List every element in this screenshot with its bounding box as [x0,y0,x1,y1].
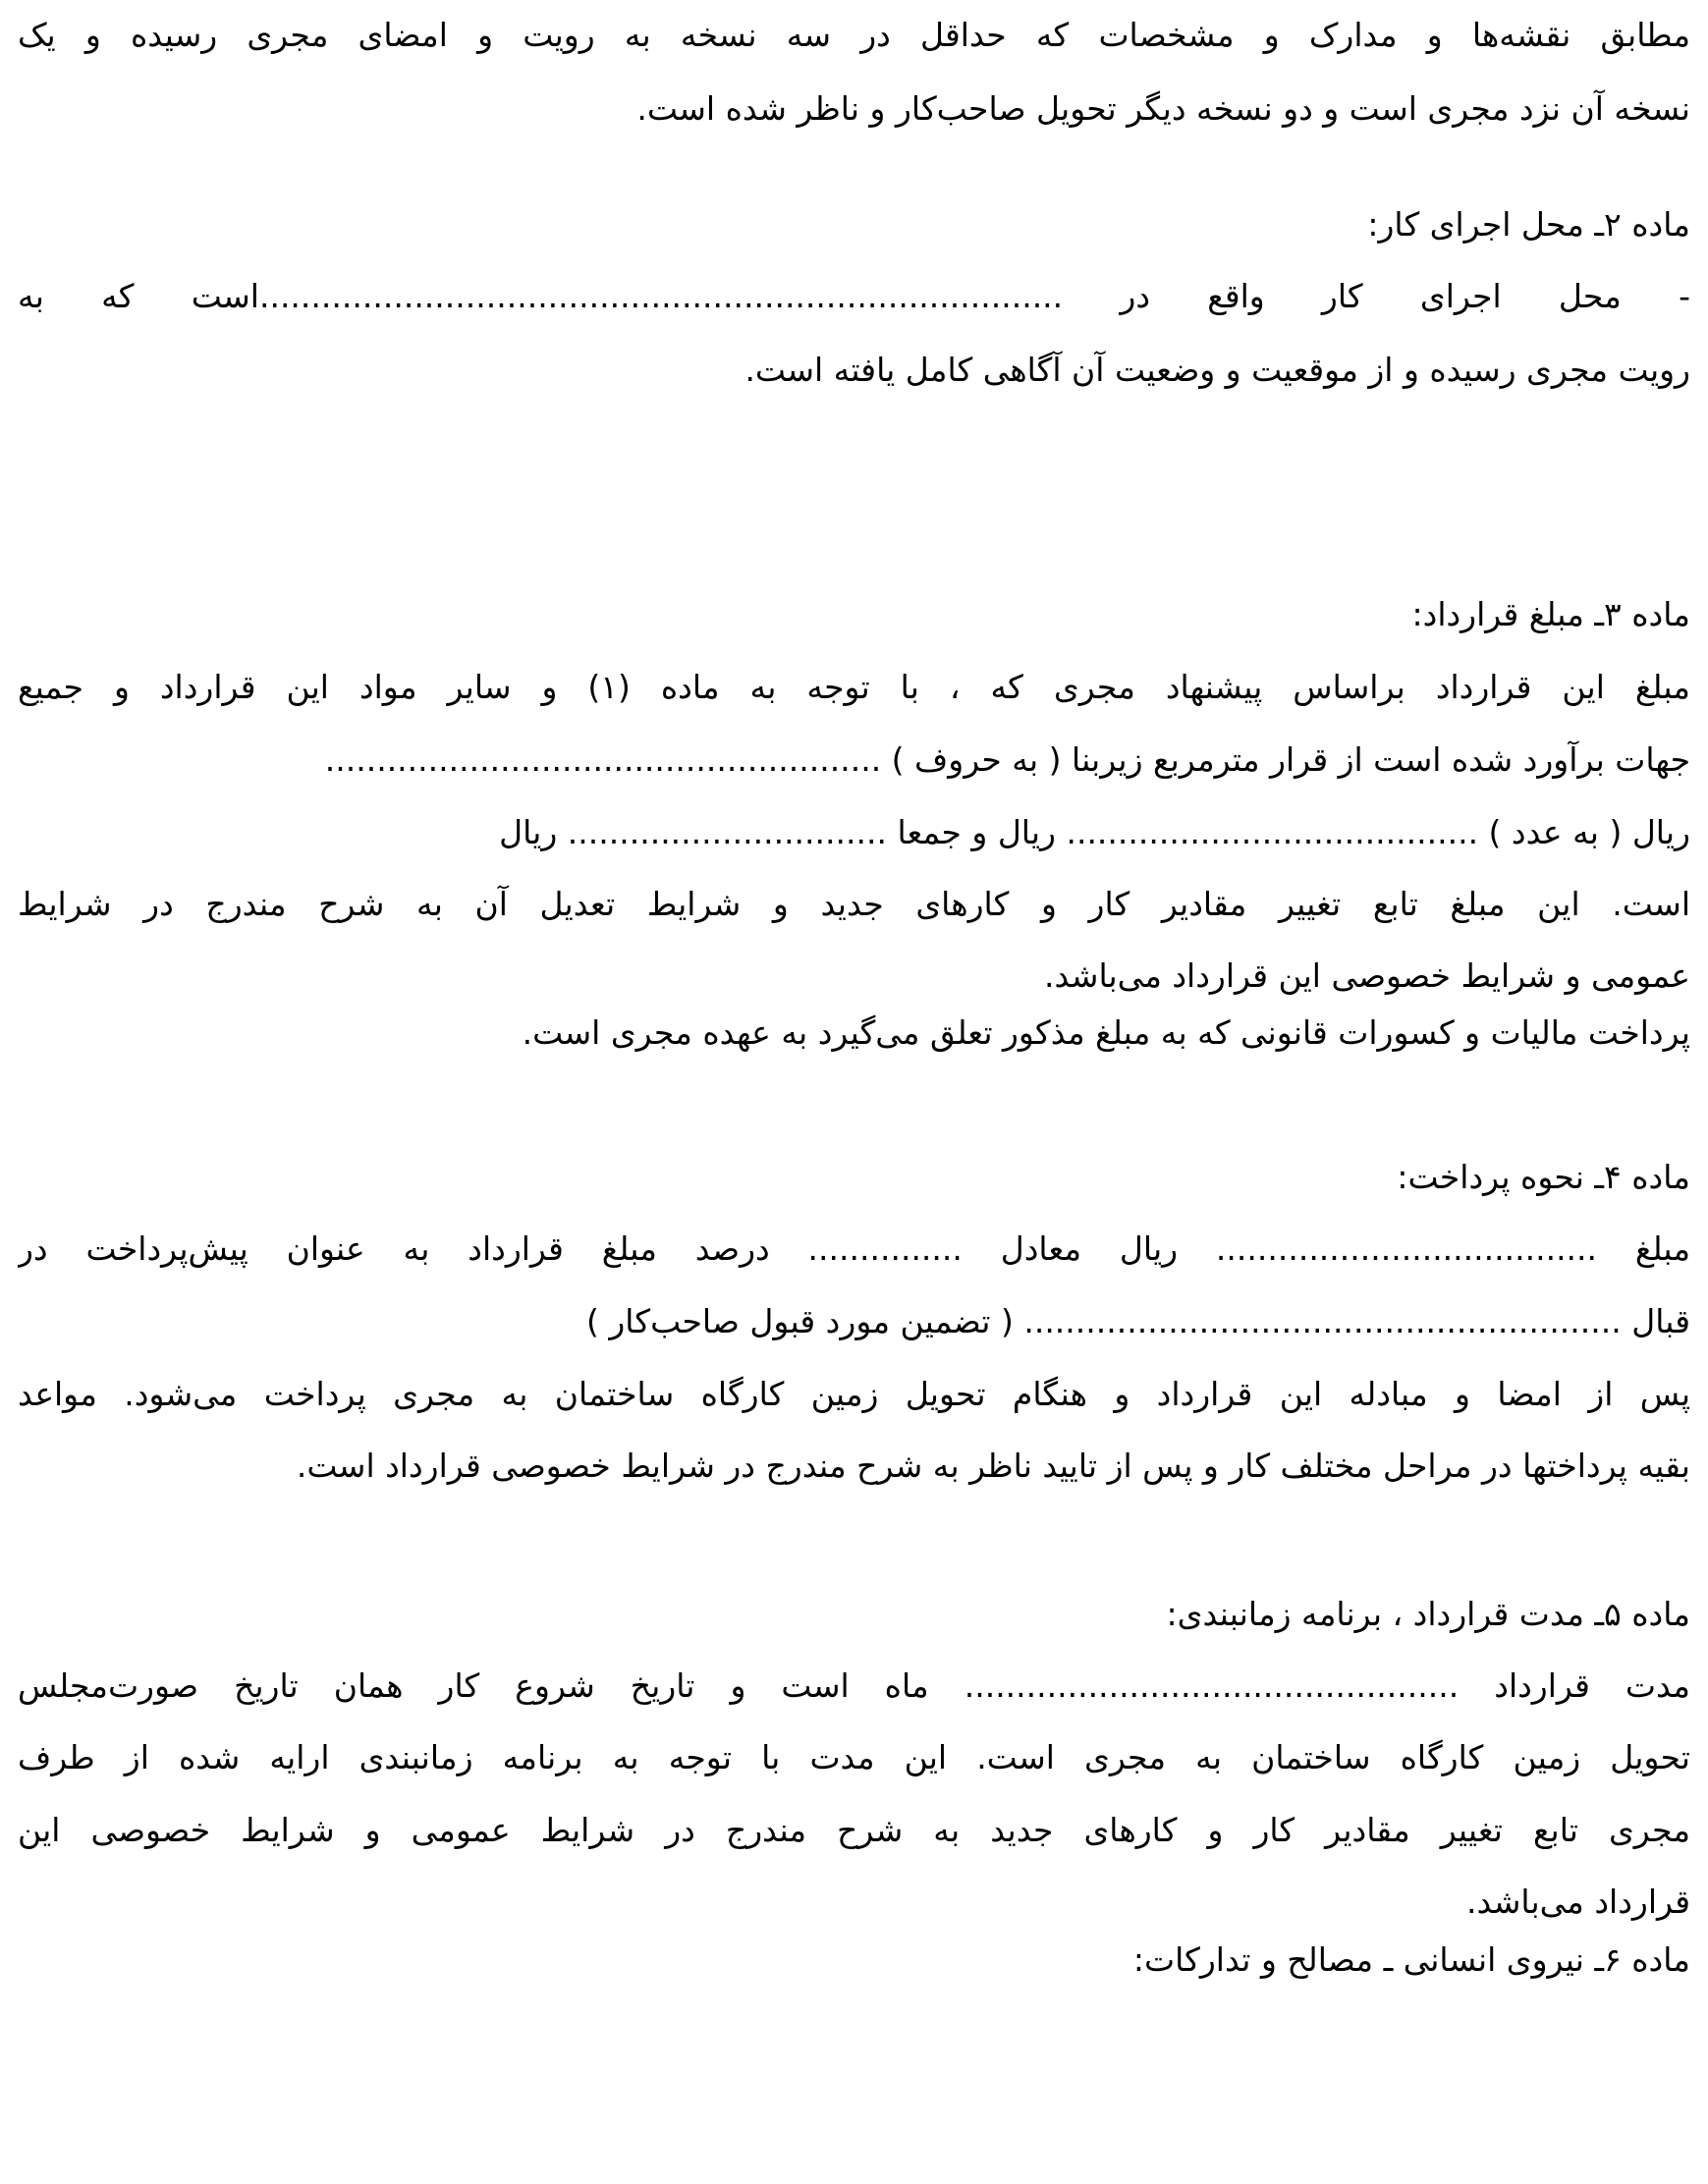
article-4-line-1: مبلغ ..................................... ریال معادل ............... درصد مبلغ قرارداد به عنوان پیش‌پرداخت در [18,1229,1690,1268]
intro-line-2: نسخه آن نزد مجری است و دو نسخه دیگر تحویل صاحب‌کار و ناظر شده است. [636,89,1690,128]
article-5-line-3: مجری تابع تغییر مقادیر کار و کارهای جدید به شرح مندرج در شرایط عمومی و شرایط خصوصی این [18,1811,1690,1849]
article-4-heading: ماده ۴ـ نحوه پرداخت: [1397,1158,1690,1196]
article-4-line-4: بقیه پرداختها در مراحل مختلف کار و پس از تایید ناظر به شرح مندرج در شرایط خصوصی قرارداد است. [296,1447,1690,1485]
article-4-line-3: پس از امضا و مبادله این قرارداد و هنگام تحویل زمین کارگاه ساختمان به مجری پرداخت می‌شود. مواعد [18,1375,1690,1413]
article-5-line-1: مدت قرارداد ................................................ ماه است و تاریخ شروع کار همان تاریخ صورت‌مجلس [18,1666,1690,1705]
intro-line-1: مطابق نقشه‌ها و مدارک و مشخصات که حداقل در سه نسخه به رویت و امضای مجری رسیده و یک [18,16,1690,54]
article-5-heading: ماده ۵ـ مدت قرارداد ، برنامه زمانبندی: [1166,1595,1690,1633]
article-3-line-2: جهات برآورد شده است از قرار مترمربع زیربنا ( به حروف ) ...................................................... [324,740,1690,779]
article-2-heading: ماده ۲ـ محل اجرای کار: [1367,205,1690,244]
article-6-heading: ماده ۶ـ نیروی انسانی ـ مصالح و تدارکات: [1132,1940,1690,1979]
article-3-heading: ماده ۳ـ مبلغ قرارداد: [1411,595,1690,633]
article-2-line-1: - محل اجرای کار واقع در ..............................................................................است که به [18,277,1690,315]
article-5-line-4: قرارداد می‌باشد. [1465,1883,1690,1921]
article-3-line-1: مبلغ این قرارداد براساس پیشنهاد مجری که ، با توجه به ماده (۱) و سایر مواد این قرارداد و جمیع [18,668,1690,706]
article-2-line-2: رویت مجری رسیده و از موقعیت و وضعیت آن آگاهی کامل یافته است. [744,351,1690,389]
article-3-line-3: ریال ( به عدد ) ........................................ ریال و جمعا ............................... ریال [499,813,1690,851]
article-5-line-2: تحویل زمین کارگاه ساختمان به مجری است. این مدت با توجه به برنامه زمانبندی ارایه شده از طرف [18,1738,1690,1776]
article-4-line-2: قبال .......................................................... ( تضمین مورد قبول صاحب‌کار ) [586,1302,1690,1340]
article-3-line-5: عمومی و شرایط خصوصی این قرارداد می‌باشد. [1043,956,1690,995]
article-3-line-4: است. این مبلغ تابع تغییر مقادیر کار و کارهای جدید و شرایط تعدیل آن به شرح مندرج در شرایط [18,885,1690,923]
article-3-line-6: پرداخت مالیات و کسورات قانونی که به مبلغ مذکور تعلق می‌گیرد به عهده مجری است. [522,1013,1690,1052]
